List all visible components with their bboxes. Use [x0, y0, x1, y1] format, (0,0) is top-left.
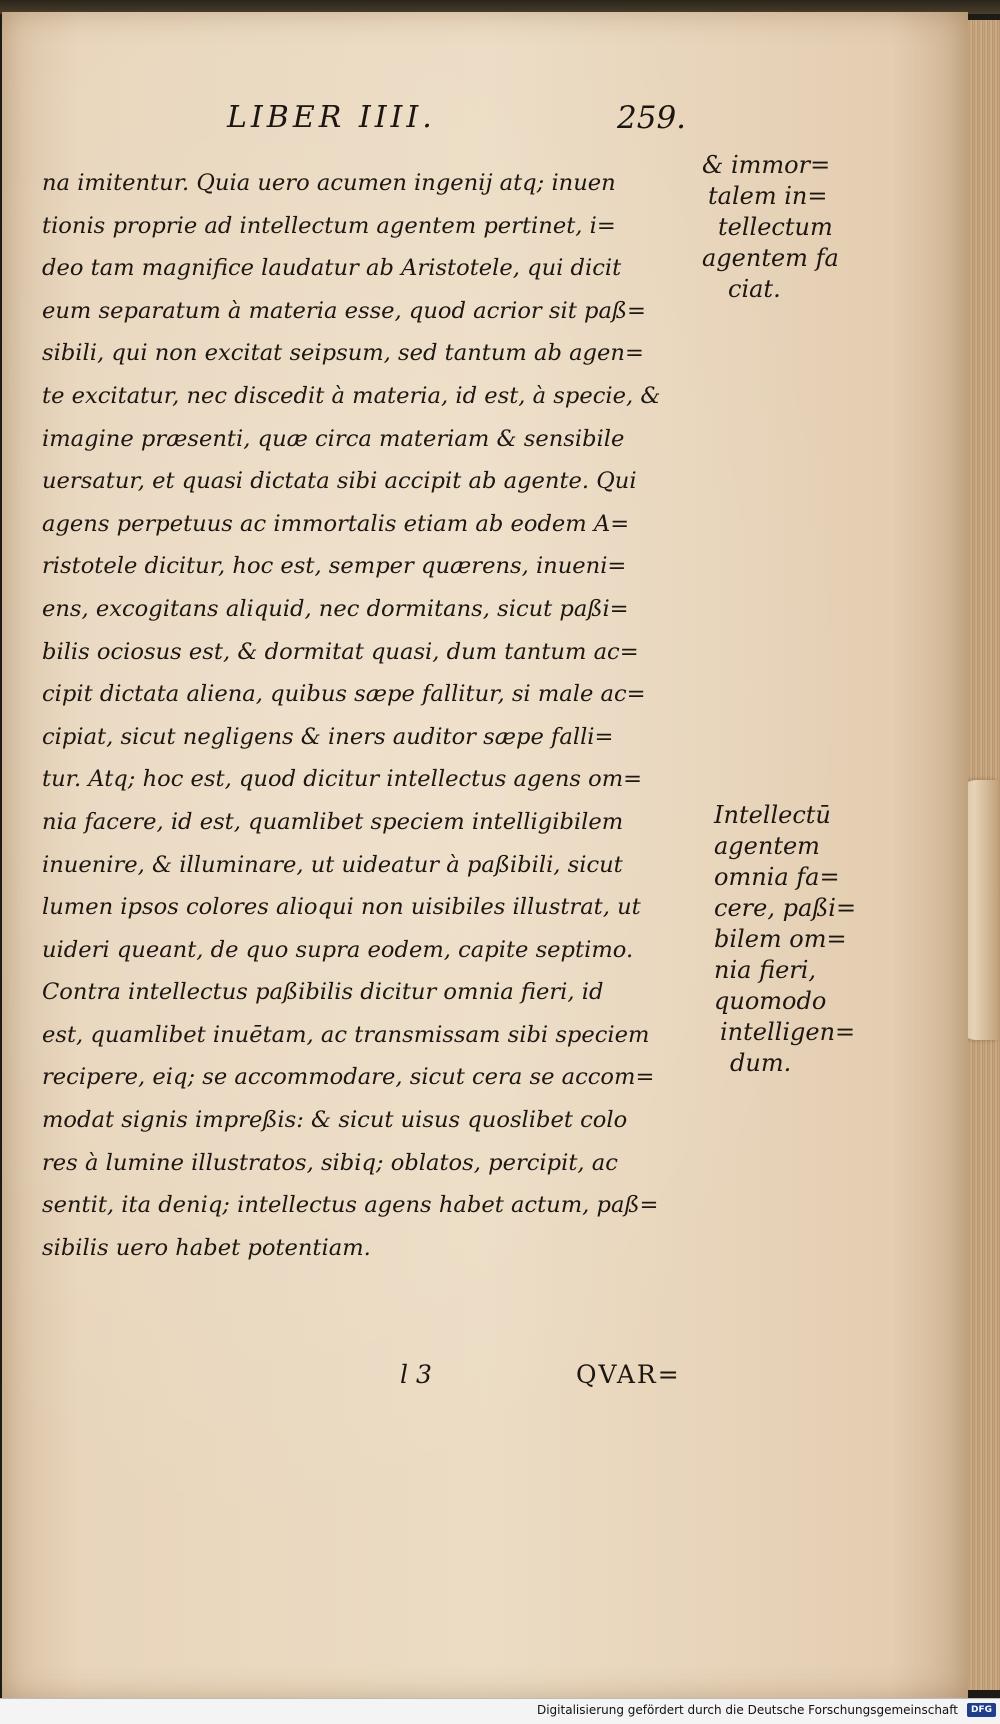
text-line: sibili, qui non excitat seipsum, sed tantum ab agen=: [42, 340, 644, 367]
text-line: res à lumine illustratos, sibiq; oblatos, percipit, ac: [42, 1149, 618, 1176]
margin-line: tellectum: [718, 213, 833, 241]
margin-line: intelligen=: [720, 1018, 856, 1046]
text-line: nia facere, id est, quamlibet speciem intelligibilem: [42, 808, 624, 835]
text-line: inuenire, & illuminare, ut uideatur à paßibili, sicut: [42, 851, 623, 878]
margin-note-immortal: [702, 150, 839, 305]
text-line: tur. Atq; hoc est, quod dicitur intellectus agens om=: [42, 766, 643, 793]
text-line: eum separatum à materia esse, quod acrior sit paß=: [42, 297, 646, 324]
text-line: est, quamlibet inuētam, ac transmissam sibi speciem: [42, 1021, 650, 1048]
text-line: cipiat, sicut negligens & iners auditor sæpe falli=: [42, 723, 614, 750]
text-line: sibilis uero habet potentiam.: [42, 1234, 371, 1261]
text-line: ens, excogitans aliquid, nec dormitans, sicut paßi=: [42, 595, 629, 622]
margin-line: nia fieri,: [714, 956, 817, 984]
margin-line: dum.: [730, 1049, 792, 1077]
margin-line: bilem om=: [714, 925, 847, 953]
text-line: modat signis impreßis: & sicut uisus quoslibet colo: [42, 1107, 628, 1134]
margin-note-intellect: [714, 800, 856, 1079]
margin-line: talem in=: [708, 182, 828, 210]
margin-line: omnia fa=: [714, 863, 840, 891]
text-line: imagine præsenti, quæ circa materiam & sensibile: [42, 425, 625, 452]
text-line: ristotele dicitur, hoc est, semper quærens, inueni=: [42, 553, 627, 580]
footer-credit: Digitalisierung gefördert durch die Deutsche Forschungsgemeinschaft: [536, 1703, 958, 1717]
book-page: [2, 12, 968, 1698]
text-line: na imitentur. Quia uero acumen ingenij atq; inuen: [42, 170, 616, 196]
margin-line: agentem: [714, 832, 820, 860]
text-line: lumen ipsos colores alioqui non uisibiles illustrat, ut: [42, 894, 641, 921]
text-line: Contra intellectus paßibilis dicitur omnia fieri, id: [42, 979, 604, 1006]
main-text-block: [42, 162, 702, 1269]
margin-line: Intellectū: [714, 801, 831, 829]
margin-line: cere, paßi=: [714, 894, 857, 922]
margin-line: agentem fa: [702, 244, 839, 272]
page-number: 259.: [617, 100, 687, 136]
text-line: te excitatur, nec discedit à materia, id est, à specie, &: [42, 382, 661, 409]
text-line: tionis proprie ad intellectum agentem pertinet, i=: [42, 212, 616, 239]
text-line: bilis ociosus est, & dormitat quasi, dum tantum ac=: [42, 638, 639, 665]
catchword: QVAR=: [576, 1360, 681, 1389]
text-line: recipere, eiq; se accommodare, sicut cera se accom=: [42, 1064, 655, 1091]
margin-line: ciat.: [728, 275, 781, 303]
running-title: LIBER IIII.: [227, 100, 436, 135]
margin-line: quomodo: [714, 987, 827, 1015]
text-line: sentit, ita deniq; intellectus agens habet actum, paß=: [42, 1192, 659, 1219]
text-line: deo tam magnifice laudatur ab Aristotele, qui dicit: [42, 255, 622, 282]
signature-mark: l 3: [400, 1360, 432, 1389]
dfg-logo: DFG: [967, 1703, 996, 1717]
text-line: uideri queant, de quo supra eodem, capite septimo.: [42, 936, 634, 963]
text-line: agens perpetuus ac immortalis etiam ab eodem A=: [42, 510, 630, 537]
margin-line: & immor=: [702, 151, 831, 179]
text-line: cipit dictata aliena, quibus sæpe fallitur, si male ac=: [42, 681, 646, 708]
text-line: uersatur, et quasi dictata sibi accipit ab agente. Qui: [42, 468, 637, 495]
